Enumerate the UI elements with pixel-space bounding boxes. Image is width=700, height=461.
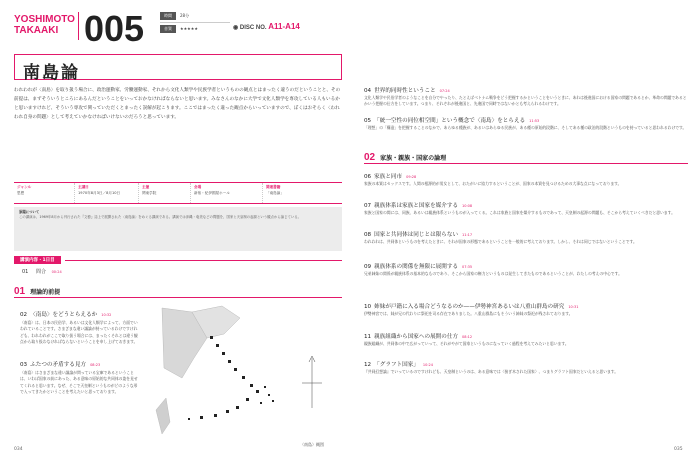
item-number: 12 <box>364 362 372 368</box>
item-heading <box>364 332 688 340</box>
item-timecode: 07:24 <box>439 89 450 93</box>
disc-label: DISC NO. <box>239 25 267 31</box>
left-item <box>20 310 140 358</box>
item-body: 文化人類学や民俗学者のようなことを自分でやったり、たとえばベトナム戦争をどう把握するかということをいうときに、あれは後進国における国家の問題であるとか、革命の問題であるとかいう把握の仕方をしています。つまり、それぞれが後進国と、先進国で同時ではないかとも考えられるわけです。 <box>364 95 687 107</box>
info-value: 新宿・紀伊國屋ホール <box>194 190 230 195</box>
item-heading <box>20 310 140 318</box>
meta-key-time: 時間 <box>160 12 176 20</box>
info-value: 「南島論」 <box>266 190 284 195</box>
note-box <box>14 207 342 251</box>
chapter-item-timecode: 00:24 <box>51 270 62 274</box>
lecture-number: 005 <box>84 8 145 49</box>
item-body: 伊勢神宮では、妹が兄の代わりに祭祀を司る存在でありました。八重山群島にもそういう姉妹の祭祀が残されております。 <box>364 311 573 316</box>
section-title: 家族・親族・国家の論理 <box>380 155 447 162</box>
info-cell <box>138 183 190 203</box>
item-number: 11 <box>364 334 372 340</box>
left-item <box>20 360 140 422</box>
item-body: われわれは、共同体というものを考えたときに、それが国家の形態であるということを一般的に考えております。しかし、それは同じではないということです。 <box>364 239 637 244</box>
item-timecode: 08:23 <box>90 363 101 367</box>
map-illustration <box>152 298 342 438</box>
item-title: 「統一空性の同位相空間」という概念で〈南島〉をとらえる <box>374 118 526 124</box>
item-heading <box>364 262 688 270</box>
item-title: 国家と共同体は同じとは限らない <box>374 232 459 238</box>
right-item <box>364 360 688 401</box>
item-number: 08 <box>364 232 372 238</box>
chapter-item <box>22 268 62 275</box>
note-text: この講演は、1969年8月から刊行された『文藝』誌上で展開された〈南島論〉をめぐる講演である。講演では沖縄・奄美などの問題を、国家と天皇制の起源という観点から論じている。 <box>19 215 302 220</box>
item-timecode: 10:32 <box>101 313 112 317</box>
item-number: 09 <box>364 264 372 270</box>
item-heading <box>364 86 688 94</box>
meta-value-quality: ★★★★★ <box>180 26 198 31</box>
item-body: 『共同幻想論』でいっているのですけれども、天皇制というのは、ある意味では〈接ぎ木された国家〉、つまりグラフト国家だといえると思います。 <box>364 369 619 374</box>
item-timecode: 10:24 <box>422 363 433 367</box>
item-body: 親族組織が、共同体の中で広がっていって、それがやがて国家というものになっていく過程を考えてみたいと思います。 <box>364 341 569 346</box>
page-title: 南島論 <box>23 63 80 82</box>
item-body: 家族の本質はセックスです。人間の根源的が男女として、おたがいに協力するということが、国家の本質を見つけるための大事な点になっております。 <box>364 181 622 186</box>
chapter-tag: 講演内容・1日目 <box>14 256 61 264</box>
page-number-left: 034 <box>14 447 23 452</box>
item-heading <box>364 172 688 180</box>
item-timecode: 10:08 <box>462 204 473 208</box>
disc-info <box>233 22 300 31</box>
lecture-meta <box>160 12 230 33</box>
speaker-name <box>14 14 76 36</box>
info-value: 1970年8月3日／8月10日 <box>78 190 121 195</box>
chapter-item-title: 問合 <box>35 269 46 275</box>
info-cell <box>190 183 262 203</box>
item-number: 04 <box>364 88 372 94</box>
item-number: 06 <box>364 174 372 180</box>
info-value: 関東学院 <box>142 190 157 195</box>
note-title: 原題について <box>19 210 40 214</box>
item-number: 02 <box>20 312 28 318</box>
right-item <box>364 116 688 144</box>
chapter-item-number: 01 <box>22 269 29 275</box>
info-label: 関連書籍 <box>266 185 281 189</box>
right-item <box>364 172 688 200</box>
right-item <box>364 201 688 229</box>
info-value: 思想 <box>17 190 25 195</box>
item-body: 兄弟姉妹の関係が親族体系の基本的なものであり、そこから国家の権力というものは発生してきたものであるということが、わたしの考えの中心です。 <box>364 271 622 276</box>
info-label: 主講日 <box>78 185 89 189</box>
disc-range: A11-A14 <box>268 22 300 31</box>
item-number: 10 <box>364 304 372 310</box>
item-title: 「グラフト国家」 <box>374 362 419 368</box>
item-body: 〈南島〉は、日本の民俗学、あるいは文化人類学によって、方面でいわれていることです。さまざまな違い議論が持っているわけですけれども、われわれがここで取り扱う場合には、まったくそれとは違う観点から取り扱わなければならないということを申し上げておきます。 <box>20 320 138 344</box>
item-title: 家族と同市 <box>374 174 403 180</box>
right-item <box>364 86 688 114</box>
speaker-name-line1: YOSHIMOTO <box>14 14 75 25</box>
section-title: 理論的前提 <box>30 289 61 296</box>
speaker-name-line2: TAKAAKI <box>14 25 59 36</box>
chapter-rule <box>65 260 342 261</box>
item-number: 07 <box>364 203 372 209</box>
item-number: 05 <box>364 118 372 124</box>
item-body: 「理想」の「構造」を把握することのなかで、あらゆる種族が、あるいはあらゆる民族が、ある種の原始的段階に、そしてある種の政治的段階というものを持っていると思われるわけです。 <box>364 125 687 130</box>
item-title: 世界的同時性ということ <box>374 88 436 94</box>
item-heading <box>364 360 688 368</box>
item-heading <box>20 360 140 368</box>
right-item <box>364 262 688 303</box>
lecture-info <box>14 182 342 204</box>
right-item <box>364 230 688 258</box>
item-heading <box>364 201 688 209</box>
right-item <box>364 332 688 360</box>
item-timecode: 10:31 <box>568 305 579 309</box>
info-cell <box>74 183 138 203</box>
item-body: 〈南島〉はさまざまな違い議論が問っている宝庫であるということは、いわば国家の前にあった、ある意味の原始的な共同体の姿を見せてくれると思います。なぜ、そこで天皇制というものがどのような形で入ってきたかということを考えたいと思っております。 <box>20 370 138 394</box>
item-heading <box>364 302 688 310</box>
disc-icon: ◉ <box>233 25 239 31</box>
section-heading <box>364 152 688 164</box>
item-title: 〈南島〉をどうとらえるか <box>30 312 98 318</box>
south-islands-map <box>152 298 342 438</box>
right-item <box>364 302 688 330</box>
map-caption: 〈南島〉概図 <box>300 442 324 447</box>
page-number-right: 035 <box>674 447 683 452</box>
item-heading <box>364 116 688 124</box>
item-timecode: 09:28 <box>406 175 417 179</box>
section-number: 01 <box>14 286 26 297</box>
meta-key-quality: 音質 <box>160 25 176 33</box>
item-heading <box>364 230 688 238</box>
item-timecode: 11:17 <box>462 233 473 237</box>
item-timecode: 07:35 <box>462 265 473 269</box>
chapter-bar <box>14 256 342 264</box>
header-divider <box>78 12 79 40</box>
info-label: 主催 <box>142 185 150 189</box>
section-heading <box>14 286 342 298</box>
item-title: 親族体系の関係を無限に展開する <box>374 264 459 270</box>
item-timecode: 08:12 <box>462 335 473 339</box>
item-title: 親族体系は家族と国家を媒介する <box>374 203 459 209</box>
item-number: 03 <box>20 362 28 368</box>
section-number: 02 <box>364 152 376 163</box>
item-timecode: 11:53 <box>529 119 540 123</box>
item-body: 家族と国家の間には、同族、あるいは親族体系というものが入ってくる。これは家族と国家を媒介するものであって、天皇制の起源の問題も、そこから考えていくべきだと思います。 <box>364 210 675 215</box>
info-cell <box>262 183 342 203</box>
info-label: ジャンル <box>17 185 32 189</box>
item-title: 親族組織から国家への展開の仕方 <box>374 334 459 340</box>
meta-value-time: 28分 <box>180 13 190 18</box>
title-box <box>14 54 342 80</box>
intro-text: われわれが〈南島〉を取り扱う場合に、政治運動家、労働運動家、それから文化人類学や民族学者というものの観点とはまったく違うのだということと、その前提は、まずそういうところにあるんだということをいっておかなければならないと思います。みなさんのなかに大学で文化人類学を専攻している人もいるかと思いますけれど、そういう専攻で関っていただくとまったく誤解が起こります。ここではまったく違った観点からいっていますので、ぼくはおそらく〈われわれ自身の問題〉として考えていかなければいけないのだろうと思っています。 <box>14 88 341 120</box>
item-title: 姉妹が戸籍に入る場合どうなるのか——伊勢神宮あるいは八重山群島の研究 <box>374 304 565 310</box>
info-cell <box>14 183 74 203</box>
item-title: ふたつの矛盾する見方 <box>30 362 87 368</box>
info-label: 会場 <box>194 185 202 189</box>
